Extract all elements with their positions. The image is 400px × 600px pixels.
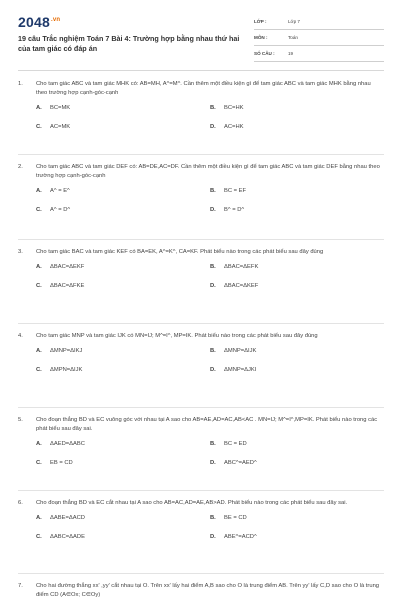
question-2: [18, 163, 384, 214]
option-text: B^ = D^: [224, 207, 245, 213]
question-separator: [18, 573, 384, 574]
option-letter: C.: [36, 460, 42, 466]
option-d[interactable]: [210, 459, 384, 467]
option-a[interactable]: [36, 440, 210, 448]
meta-row-subject: [254, 30, 384, 46]
question-text: Cho tam giác MNP và tam giác IJK có MN=IJ; M^=I^, MP=IK. Phát biểu nào trong các phát biểu sau đây đúng: [36, 333, 318, 339]
option-c[interactable]: [36, 366, 210, 374]
option-d[interactable]: [210, 533, 384, 541]
option-b[interactable]: [210, 263, 384, 271]
question-number: 2.: [18, 164, 23, 170]
option-text: BC=MK: [50, 105, 71, 111]
question-number: 4.: [18, 333, 23, 339]
option-c[interactable]: [36, 282, 210, 290]
question-4: [18, 332, 384, 374]
answer-options: [36, 347, 384, 374]
site-logo[interactable]: [18, 14, 60, 30]
option-text: ΔBAC=ΔKEF: [224, 283, 259, 289]
answer-options: [36, 263, 384, 290]
option-letter: D.: [210, 367, 216, 373]
option-b[interactable]: [210, 440, 384, 448]
question-text: Cho tam giác ABC và tam giác MHK có: AB=MH, A^=M^. Cần thêm một điều kiện gì để tam giác ABC và tam giác MHK bằng nhau theo trường hợp cạnh-góc-cạnh: [36, 81, 371, 96]
meta-value: Toán: [288, 35, 298, 40]
question-number: 6.: [18, 500, 23, 506]
header-divider: [18, 70, 384, 71]
question-number: 3.: [18, 249, 23, 255]
option-text: BC=HK: [224, 105, 244, 111]
option-text: ΔMNP=ΔIKJ: [50, 348, 83, 354]
option-b[interactable]: [210, 514, 384, 522]
option-text: ΔMNP=ΔIJK: [224, 348, 257, 354]
option-d[interactable]: [210, 366, 384, 374]
option-text: ABE^=ACD^: [224, 534, 257, 540]
option-letter: C.: [36, 124, 42, 130]
option-letter: C.: [36, 207, 42, 213]
question-text: Cho hai đường thẳng xx' ,yy' cắt nhau tại O. Trên xx' lấy hai điểm A,B sao cho O là trung điểm AB. Trên yy' lấy C,D sao cho O là trung điểm CD (A∈Ox; C∈Oy): [36, 583, 380, 598]
question-text: Cho tam giác ABC và tam giác DEF có: AB=DE,AC=DF. Cần thêm một điều kiện gì để tam giác ABC và tam giác DEF bằng nhau theo trường hợp cạnh-góc-cạnh: [36, 164, 380, 179]
option-letter: B.: [210, 515, 216, 521]
meta-row-count: [254, 46, 384, 62]
meta-table: [254, 14, 384, 62]
meta-label: SỐ CÂU :: [254, 51, 275, 56]
option-letter: B.: [210, 105, 216, 111]
option-c[interactable]: [36, 533, 210, 541]
option-text: BC = EF: [224, 188, 247, 194]
answer-options: [36, 440, 384, 467]
option-b[interactable]: [210, 104, 384, 112]
option-text: ΔBAC=ΔFKE: [50, 283, 85, 289]
option-a[interactable]: [36, 263, 210, 271]
option-letter: B.: [210, 264, 216, 270]
option-letter: B.: [210, 348, 216, 354]
meta-value: Lớp 7: [288, 19, 300, 24]
question-3: [18, 248, 384, 290]
option-text: ΔBAC=ΔEKF: [50, 264, 85, 270]
worksheet-header: [18, 14, 384, 64]
option-text: EB = CD: [50, 460, 73, 466]
question-separator: [18, 239, 384, 240]
option-text: ABC^=AED^: [224, 460, 257, 466]
option-text: ΔAED=ΔABC: [50, 441, 85, 447]
question-1: [18, 80, 384, 131]
answer-options: [36, 104, 384, 131]
logo-main: 2048: [18, 14, 50, 30]
meta-label: LỚP :: [254, 19, 267, 24]
option-letter: C.: [36, 534, 42, 540]
option-b[interactable]: [210, 347, 384, 355]
question-6: [18, 499, 384, 541]
answer-options: [36, 187, 384, 214]
option-letter: A.: [36, 441, 42, 447]
option-text: AC=MK: [50, 124, 71, 130]
worksheet-title: 19 câu Trắc nghiệm Toán 7 Bài 4: Trường hợp bằng nhau thứ hai của tam giác có đáp án: [18, 34, 240, 53]
question-number: 1.: [18, 81, 23, 87]
option-text: AC=HK: [224, 124, 244, 130]
question-separator: [18, 154, 384, 155]
option-letter: A.: [36, 188, 42, 194]
question-number: 5.: [18, 417, 23, 423]
question-5: [18, 416, 384, 467]
question-number: 7.: [18, 583, 23, 589]
option-c[interactable]: [36, 459, 210, 467]
option-letter: D.: [210, 283, 216, 289]
option-a[interactable]: [36, 347, 210, 355]
option-text: ΔABC=ΔADE: [50, 534, 85, 540]
option-d[interactable]: [210, 123, 384, 131]
question-separator: [18, 407, 384, 408]
option-a[interactable]: [36, 514, 210, 522]
option-letter: A.: [36, 348, 42, 354]
option-letter: A.: [36, 515, 42, 521]
option-a[interactable]: [36, 187, 210, 195]
meta-row-class: [254, 14, 384, 30]
option-letter: D.: [210, 207, 216, 213]
option-text: ΔMPN=ΔIJK: [50, 367, 83, 373]
option-letter: C.: [36, 283, 42, 289]
option-letter: A.: [36, 105, 42, 111]
logo-suffix: .vn: [50, 17, 61, 24]
option-letter: D.: [210, 534, 216, 540]
option-text: BE = CD: [224, 515, 247, 521]
option-letter: B.: [210, 441, 216, 447]
option-d[interactable]: [210, 206, 384, 214]
question-text: Cho đoạn thẳng BD và EC vuông góc với nhau tại A sao cho AB=AE,AD=AC,AB<AC . MN=IJ; M^=I^,MP=IK. Phát biểu nào trong các phát biểu sau đây sai.: [36, 417, 378, 432]
meta-value: 19: [288, 51, 294, 56]
question-7: [18, 582, 384, 600]
option-b[interactable]: [210, 187, 384, 195]
answer-options: [36, 514, 384, 541]
option-d[interactable]: [210, 282, 384, 290]
meta-label: MÔN :: [254, 35, 268, 40]
option-text: ΔBAC=ΔEFK: [224, 264, 259, 270]
question-text: Cho đoạn thẳng BD và EC cắt nhau tại A sao cho AB=AC,AD=AE,AB>AD. Phát biểu nào trong các phát biểu sau đây sai.: [36, 500, 348, 506]
option-letter: C.: [36, 367, 42, 373]
question-separator: [18, 323, 384, 324]
option-c[interactable]: [36, 206, 210, 214]
option-letter: D.: [210, 124, 216, 130]
option-text: ΔABE=ΔACD: [50, 515, 85, 521]
option-letter: B.: [210, 188, 216, 194]
option-letter: D.: [210, 460, 216, 466]
option-text: A^ = E^: [50, 188, 70, 194]
question-text: Cho tam giác BAC và tam giác KEF có BA=EK, A^=K^, CA=KF. Phát biểu nào trong các phát biểu sau đây đúng: [36, 249, 324, 255]
option-a[interactable]: [36, 104, 210, 112]
option-c[interactable]: [36, 123, 210, 131]
option-text: BC = ED: [224, 441, 247, 447]
option-text: A^ = D^: [50, 207, 71, 213]
question-separator: [18, 490, 384, 491]
option-letter: A.: [36, 264, 42, 270]
option-text: ΔMNP=ΔJKI: [224, 367, 257, 373]
